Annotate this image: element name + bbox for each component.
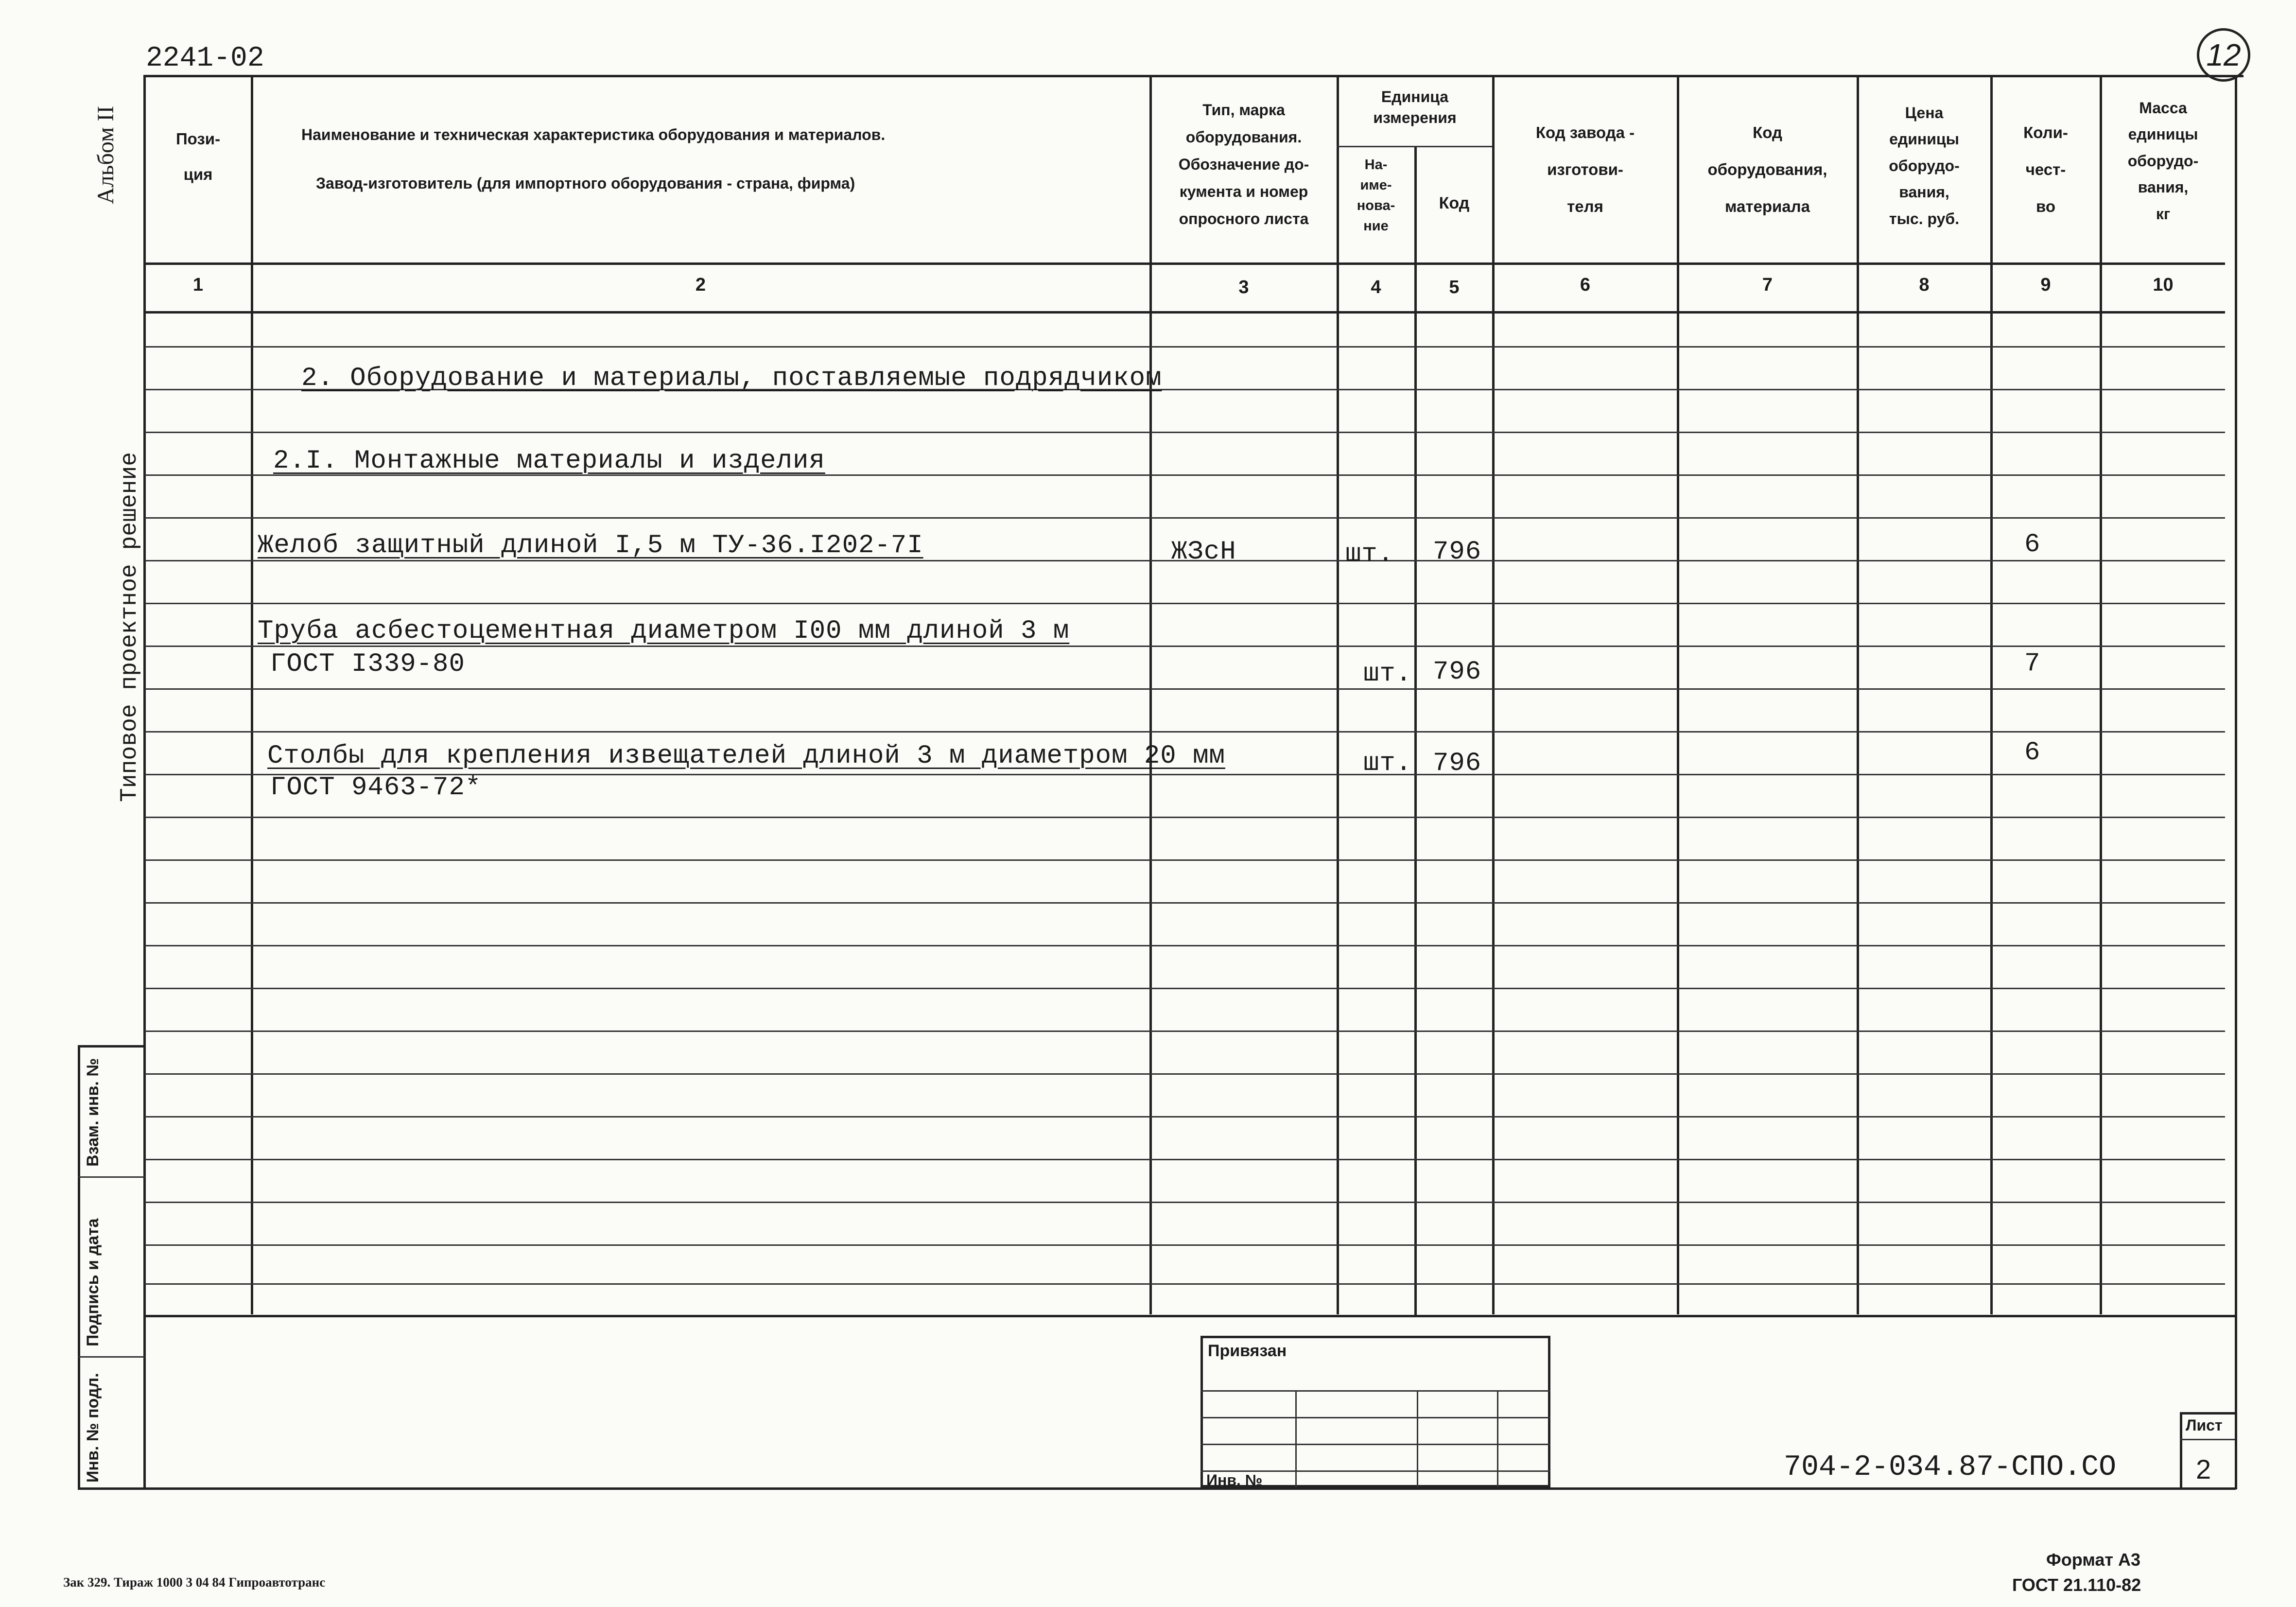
item1-type: ЖЗсН (1171, 537, 1236, 567)
col-header-7: Код оборудования, материала (1707, 123, 1827, 215)
list-number: 2 (2196, 1454, 2211, 1485)
item1-qty: 6 (2024, 530, 2041, 559)
col-header-5: Код (1439, 194, 1470, 212)
item2-name-line1: Труба асбестоцементная диаметром I00 мм длиной 3 м (258, 616, 1070, 646)
item1-name: Желоб защитный длиной I,5 м ТУ-36.I202-7I (258, 531, 923, 560)
col-number-2: 2 (695, 275, 706, 295)
inv-podl-label: Инв. № подл. (84, 1373, 102, 1483)
album-label: Альбом II (93, 105, 119, 204)
col-header-4: На- име- нова- ние (1357, 157, 1395, 234)
col-header-6: Код завода - изготови- теля (1535, 123, 1635, 215)
col-number-6: 6 (1580, 275, 1591, 295)
col-number-9: 9 (2040, 275, 2051, 295)
col-header-3: Тип, марка оборудования. Обозначение до- кумента и номер опросного листа (1178, 101, 1309, 227)
inv-no-label: Инв. № (1206, 1471, 1263, 1489)
col-header-unit: Единица измерения (1373, 88, 1457, 127)
footer-print-info: Зак 329. Тираж 1000 3 04 84 Гипроавтотранс (63, 1575, 326, 1590)
col-header-9: Коли- чест- во (2023, 123, 2068, 215)
sheet-circle-number: 12 (2197, 28, 2250, 82)
col-number-8: 8 (1919, 275, 1930, 295)
col-number-1: 1 (192, 275, 204, 295)
item2-code: 796 (1433, 657, 1482, 687)
series-label: Типовое проектное решение (117, 452, 143, 802)
item1-code: 796 (1433, 537, 1482, 567)
podpis-data-label: Подпись и дата (84, 1218, 102, 1346)
item2-unit: шт. (1363, 659, 1412, 689)
col-number-4: 4 (1371, 277, 1381, 297)
col-header-8: Цена единицы оборудо- вания, тыс. руб. (1889, 104, 1960, 227)
col-header-2-line1: Наименование и техническая характеристика оборудования и материалов. (301, 126, 886, 143)
subsection-heading: 2.I. Монтажные материалы и изделия (273, 446, 825, 476)
document-code: 704-2-034.87-СПО.СО (1784, 1451, 2117, 1484)
format-label: Формат А3 (2046, 1550, 2141, 1570)
item3-qty: 6 (2024, 738, 2041, 768)
col-header-10: Масса единицы оборудо- вания, кг (2127, 99, 2199, 223)
item3-name-line2: ГОСТ 9463-72* (270, 773, 482, 803)
item3-name-line1: Столбы для крепления извещателей длиной 3 м диаметром 20 мм (267, 741, 1225, 771)
list-label: Лист (2186, 1416, 2223, 1434)
col-number-3: 3 (1238, 277, 1249, 297)
item2-qty: 7 (2024, 649, 2041, 679)
item2-name-line2: ГОСТ I339-80 (270, 649, 465, 679)
gost-label: ГОСТ 21.110-82 (2012, 1575, 2141, 1595)
col-number-7: 7 (1762, 275, 1773, 295)
item1-unit: шт. (1345, 540, 1394, 569)
item3-code: 796 (1433, 749, 1482, 778)
col-header-1: Пози- ция (175, 130, 221, 183)
item3-unit: шт. (1363, 749, 1412, 778)
top-code: 2241-02 (146, 43, 264, 74)
col-number-5: 5 (1449, 277, 1460, 297)
col-header-2-line2: Завод-изготовитель (для импортного оборудования - страна, фирма) (316, 175, 855, 192)
vzam-inv-label: Взам. инв. № (84, 1058, 102, 1167)
section-heading: 2. Оборудование и материалы, поставляемые подрядчиком (301, 364, 1162, 393)
privyazan-label: Привязан (1208, 1342, 1287, 1360)
col-number-10: 10 (2153, 275, 2174, 295)
